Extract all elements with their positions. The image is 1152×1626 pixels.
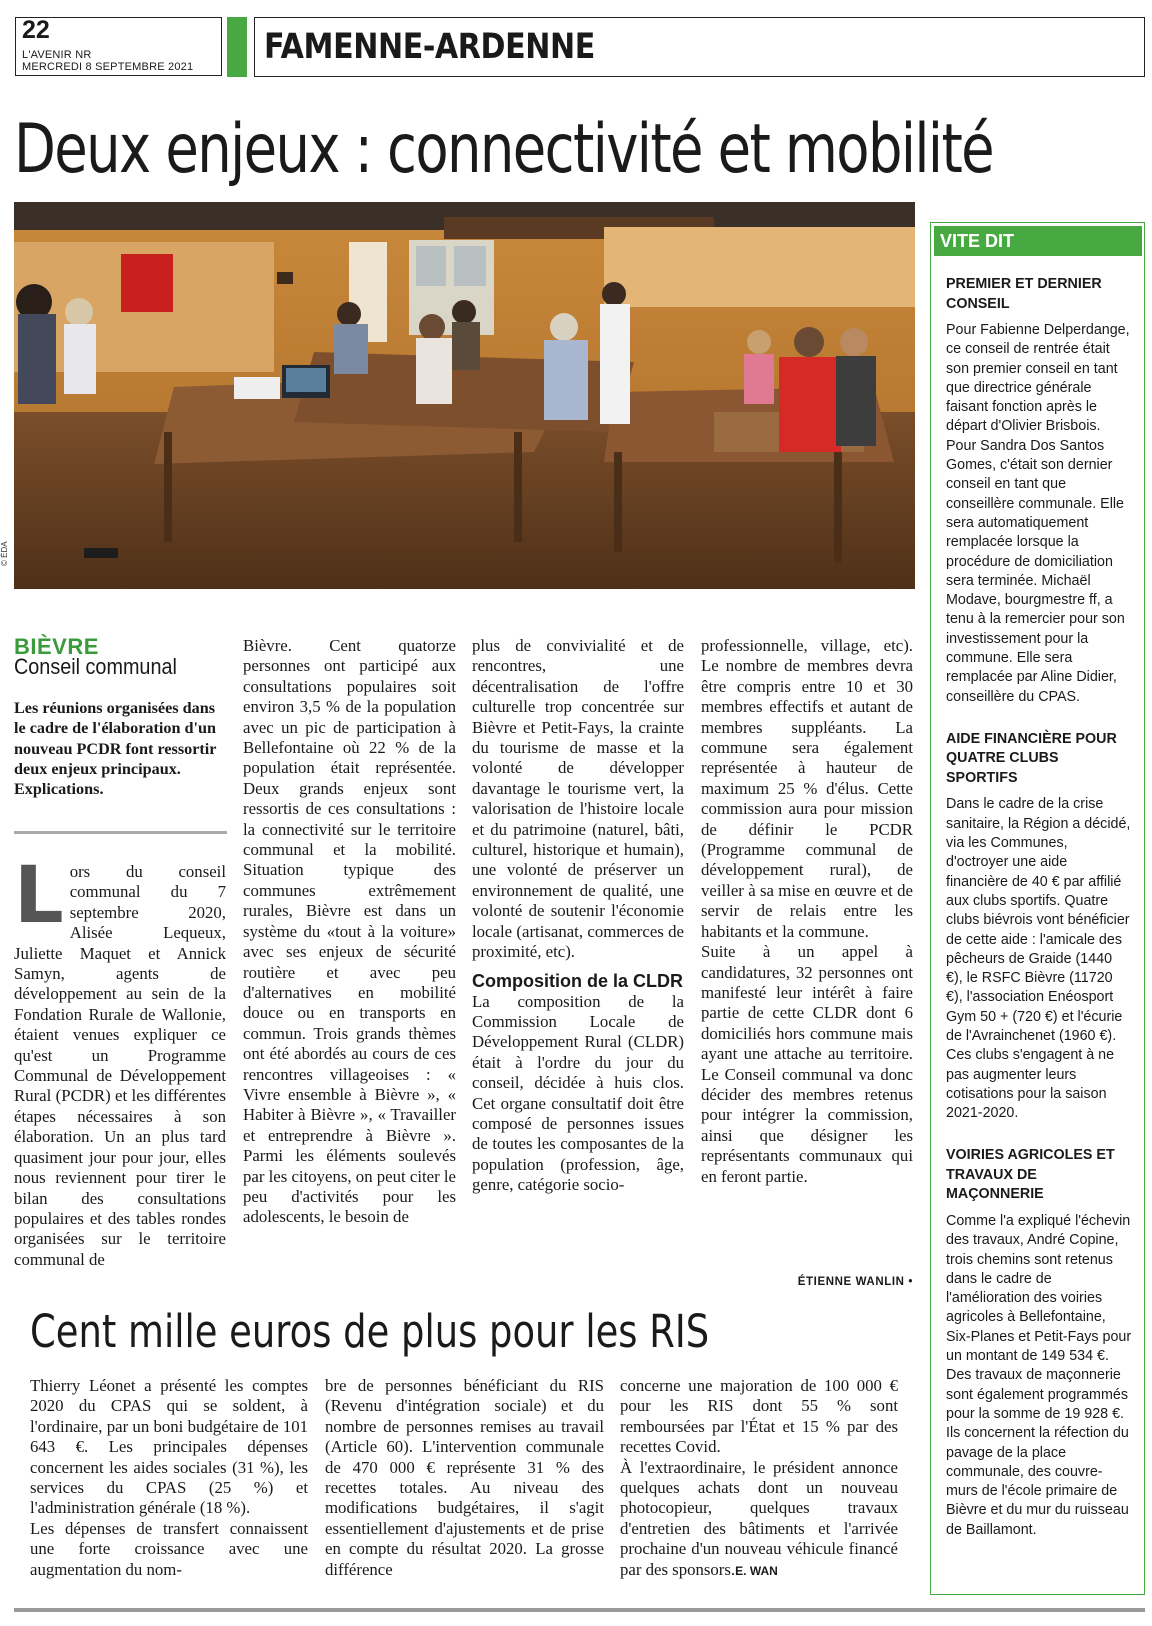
article2-col3b-text: À l'extraordinaire, le président annonce quelques achats dont un nouveau photocopieur, quelques travaux d'entretien des bâtiments et l'arrivée prochaine d'un nouveau véhicule financé par des sponsors. (620, 1457, 898, 1579)
sidebar-item-heading: AIDE FINANCIÈRE POUR QUATRE CLUBS SPORTIFS (946, 730, 1117, 786)
meeting-photo (14, 202, 915, 589)
publication-date: MERCREDI 8 SEPTEMBRE 2021 (22, 61, 194, 73)
article2-signature: E. WAN (735, 1563, 778, 1578)
article-author (700, 1276, 913, 1288)
article-col1-text: ors du conseil communal du 7 septembre 2020, Alisée Lequeux, Juliette Maquet et Annick Samyn, agents de développement au sein de la Fondation Rurale de Wallonie, étaient venues expliquer ce qu'est un Programme Communal de Développement Rural (PCDR) et les différentes étapes nécessaires à son élaboration. Un an plus tard quasiment jour pour jour, elles nous reviennent pour tirer le bilan des consultations populaires et des tables rondes organisées sur le territoire communal de (14, 862, 226, 1269)
author-icon: • (908, 1276, 913, 1288)
article-column-2 (243, 636, 456, 1228)
sidebar-item (946, 1146, 1132, 1540)
headline: Deux enjeux : connectivité et mobilité (14, 110, 994, 189)
sidebar-item-text: Comme l'a expliqué l'échevin des travaux, André Copine, trois chemins sont retenus dans le cadre de l'amélioration des voiries agricoles à Bellefontaine, Six-Planes et Petit-Fays pour un montant de 149 534 €. Des travaux de maçonnerie sont également programmés pour la somme de 19 928 €. Ils concernent la réfection du pavage de la place communale, des couvre-murs de l'école primaire de Bièvre et du mur du ruisseau de Baillamont. (946, 1212, 1132, 1538)
drop-cap: L (14, 851, 64, 941)
article-column-3 (472, 636, 684, 1196)
article-chapeau: Les réunions organisées dans le cadre de l'élaboration d'un nouveau PCDR font ressortir deux enjeux principaux. Explications. (14, 699, 217, 799)
sidebar-item-heading: VOIRIES AGRICOLES ET TRAVAUX DE MAÇONNERIE (946, 1147, 1115, 1203)
section-color-bar (227, 17, 247, 77)
article-col3b-text: La composition de la Commission Locale de Développement Rural (CLDR) était à l'ordre du jour du conseil, décidée à huis clos. Cet organe consultatif doit être composé de personnes issues de toutes les composantes de la population (profession, âge, genre, catégorie socio- (472, 991, 684, 1195)
sidebar-item (946, 730, 1132, 1124)
article-col4a-text: professionnelle, village, etc). Le nombre de membres devra être compris entre 10 et 30 membres effectifs et autant de membres suppléants. La commune sera également représentée à hauteur de maximum 25 % d'élus. Cette commission aura pour mission de définir le PCDR (Programme communal de développement rural), de veiller à sa mise en œuvre et de servir de relais entre les habitants et la commune. (701, 636, 913, 941)
article-col2-text: Bièvre. Cent quatorze personnes ont participé aux consultations populaires soit environ 3,5 % de la population avec un pic de participation à Bellefontaine où 22 % de la population était représentée. Deux grands enjeux sont ressortis de ces consultations : la connectivité sur le territoire communal et la mobilité. Situation typique des communes extrêmement rurales, Bièvre est dans un système du «tout à la voiture» avec ses enjeux de sécurité routière et avec peu d'alternatives en mobilité douce ou en transports en commun. Trois grands thèmes ont été abordés au cours de ces rencontres villageoises : « Vivre ensemble à Bièvre », « Habiter à Bièvre », « Travailler et entreprendre à Bièvre ». Parmi les éléments soulevés par les citoyens, on peut citer le peu d'activités pour les adolescents, le besoin de (243, 636, 456, 1227)
chapeau-rule (14, 831, 227, 834)
section-header-box (254, 17, 1145, 77)
article2-col3a-text: concerne une majoration de 100 000 € pour les RIS dont 55 % sont remboursées par l'État et 15 % par des recettes Covid. (620, 1376, 898, 1457)
cldr-heading: Composition de la CLDR (472, 970, 683, 991)
article-kicker: BIÈVRE (14, 634, 99, 659)
photo-credit: © ÉDA (0, 541, 9, 566)
article-column-4 (701, 636, 913, 1187)
article-column-1 (14, 851, 226, 1270)
sidebar-item-heading: PREMIER ET DERNIER CONSEIL (946, 276, 1102, 312)
author-name: ÉTIENNE WANLIN (797, 1276, 905, 1288)
article2-column-2 (325, 1376, 604, 1580)
vite-dit-title: VITE DIT (934, 226, 1142, 256)
article2-col2-text: bre de personnes bénéficiant du RIS (Revenu d'intégration sociale) et du nombre de personnes remises au travail (Article 60). L'intervention communale de 470 000 € représente 31 % des recettes totales. Au niveau des modifications budgétaires, il s'agit essentiellement d'ajustements et de prise en compte du résultat 2020. La grosse différence (325, 1376, 604, 1579)
article2-col1a-text: Thierry Léonet a présenté les comptes 2020 du CPAS qui se soldent, à l'ordinaire, par un boni budgétaire de 101 643 €. Les principales dépenses concernent les aides sociales (31 %), les services du CPAS (25 %) et l'administration générale (18 %). (30, 1376, 308, 1518)
article-subhead: Conseil communal (14, 654, 177, 679)
article2-column-1 (30, 1376, 308, 1580)
article2-column-3 (620, 1376, 898, 1581)
page-number: 22 (22, 16, 50, 44)
page-bottom-rule (14, 1608, 1145, 1612)
sidebar-item-text: Pour Fabienne Delperdange, ce conseil de rentrée était son premier conseil en tant que directrice générale faisant fonction après le départ d'Olivier Brisbois. Pour Sandra Dos Santos Gomes, c'était son dernier conseil en tant que conseillère communale. Elle sera automatiquement remplacée lorsque la procédure de domiciliation sera terminée. Michaël Modave, bourgmestre ff, a tenu à la remercier pour son investissement pour la commune. Elle sera remplacée par Aline Didier, conseillère du CPAS. (946, 322, 1130, 705)
page-header-box (15, 17, 222, 76)
article2-col3b-para (620, 1458, 898, 1581)
article2-headline: Cent mille euros de plus pour les RIS (30, 1305, 710, 1358)
section-title: FAMENNE-ARDENNE (264, 27, 595, 67)
article-col4b-text: Suite à un appel à candidatures, 32 personnes ont manifesté leur intérêt à faire partie de cette CLDR dont 6 domiciliés hors commune mais ayant une attache au territoire. Le Conseil communal va donc décider des membres retenus pour intégrer la commission, ainsi que désigner les représentants communaux qui en feront partie. (701, 942, 913, 1186)
vite-dit-content (946, 275, 1132, 1563)
article-col3-text: plus de convivialité et de rencontres, une décentralisation de l'offre culturelle trop concentrée sur Bièvre et Petit-Fays, la crainte du tourisme de masse et la volonté de développer davantage le tourisme vert, la valorisation de l'histoire locale et du patrimoine (naturel, bâti, culturel, historique et humain), une volonté de préserver un environnement de qualité, une volonté de soutenir l'économie locale (artisanat, commerces de proximité, etc). (472, 636, 684, 962)
publication-name: L'AVENIR NR (22, 49, 92, 61)
sidebar-item (946, 275, 1132, 707)
sidebar-item-text: Dans le cadre de la crise sanitaire, la Région a décidé, via les Communes, d'octroyer une aide financière de 40 € par affilié aux clubs sportifs. Quatre clubs biévrois vont bénéficier de cette aide : l'amicale des pêcheurs de Graide (1440 €), le RSFC Bièvre (11720 €), l'association Enéosport Gym 50 + (720 €) et l'écurie de l'Avrainchenet (1960 €). Ces clubs s'engagent à ne pas augmenter leurs cotisations pour la saison 2021-2020. (946, 796, 1131, 1122)
article2-col1b-text: Les dépenses de transfert connaissent une forte croissance avec une augmentation du nom- (30, 1518, 308, 1579)
